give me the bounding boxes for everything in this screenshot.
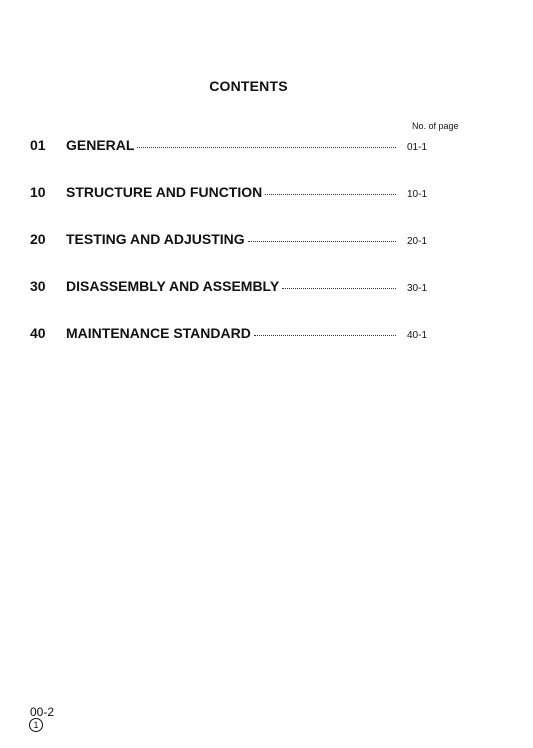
toc-entry-structure-and-function[interactable]	[30, 184, 460, 203]
toc-entry-number: 30	[30, 278, 46, 294]
toc-entry-title: STRUCTURE AND FUNCTION	[66, 184, 263, 200]
toc-entry-maintenance-standard[interactable]	[30, 325, 460, 344]
toc-entry-number: 01	[30, 137, 46, 153]
footer-revision-mark: 1	[29, 718, 43, 732]
toc-entry-disassembly-and-assembly[interactable]	[30, 278, 460, 297]
toc-entry-page: 10-1	[407, 189, 428, 200]
toc-list	[30, 137, 460, 372]
toc-entry-title: TESTING AND ADJUSTING	[66, 231, 245, 247]
toc-entry-title: MAINTENANCE STANDARD	[66, 325, 251, 341]
toc-entry-title: DISASSEMBLY AND ASSEMBLY	[66, 278, 280, 294]
footer-page-number: 00-2	[30, 705, 55, 719]
contents-title: CONTENTS	[209, 78, 288, 94]
toc-leader-dots	[254, 335, 396, 336]
toc-leader-dots	[137, 147, 396, 148]
toc-entry-number: 40	[30, 325, 46, 341]
toc-entry-title: GENERAL	[66, 137, 135, 153]
toc-leader-dots	[248, 241, 396, 242]
toc-entry-testing-and-adjusting[interactable]	[30, 231, 460, 250]
toc-entry-page: 30-1	[407, 283, 428, 294]
toc-entry-number: 10	[30, 184, 46, 200]
toc-entry-page: 40-1	[407, 330, 428, 341]
toc-entry-general[interactable]	[30, 137, 460, 156]
page-column-header: No. of page	[412, 121, 459, 131]
toc-leader-dots	[282, 288, 396, 289]
toc-entry-number: 20	[30, 231, 46, 247]
toc-entry-page: 20-1	[407, 236, 428, 247]
toc-leader-dots	[265, 194, 396, 195]
toc-entry-page: 01-1	[407, 142, 428, 153]
